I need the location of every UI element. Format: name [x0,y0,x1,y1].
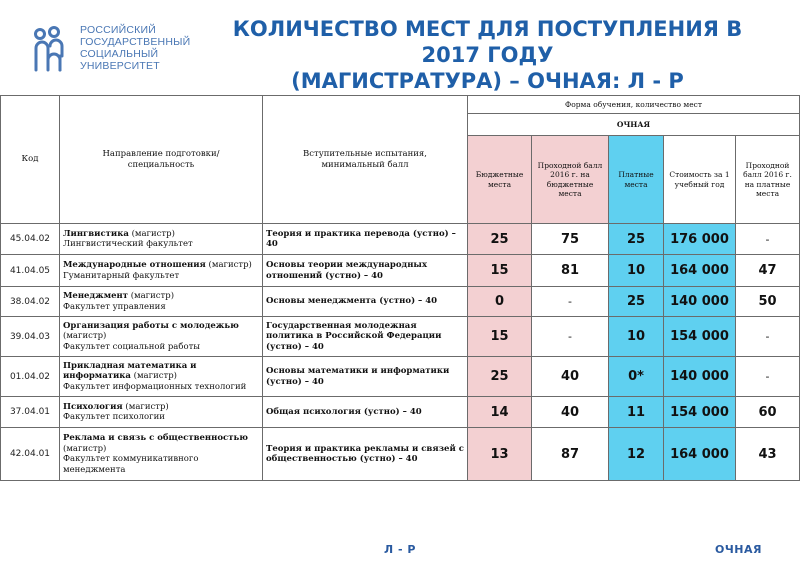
row-exam: Общая психология (устно) – 40 [263,397,468,428]
logo-text [80,24,190,72]
row-faculty: Факультет управления [63,301,166,312]
row-exam: Основы математики и информатики (устно) – 40 [263,357,468,397]
row-cost: 154 000 [664,397,736,428]
row-faculty: Лингвистический факультет [63,239,193,249]
row-direction-name: Психология [63,401,123,412]
table-row [1,397,800,428]
logo-line: РОССИЙСКИЙ [80,24,156,36]
row-level: (магистр) [63,331,107,342]
header-exams: Вступительные испытания, минимальный балл [263,96,468,224]
row-direction [60,224,263,255]
row-direction-name: Организация работы с молодежью [63,320,239,331]
row-budget: 25 [468,224,532,255]
table-row [1,317,800,357]
row-cost: 154 000 [664,317,736,357]
row-budget: 15 [468,317,532,357]
row-faculty: Гуманитарный факультет [63,270,180,281]
footer-range: Л - Р [384,543,416,556]
row-direction [60,255,263,287]
title-line-3: (МАГИСТРАТУРА) – ОЧНАЯ: Л - Р [291,69,684,93]
row-direction-name: Международные отношения [63,260,206,270]
row-budget: 13 [468,428,532,481]
header-direction: Направление подготовки/ специальность [60,96,263,224]
header-budget: Бюджетные места [468,136,532,224]
row-pass-paid: - [736,224,800,255]
row-pass-paid: 43 [736,428,800,481]
table-row [1,287,800,317]
row-direction-name: Реклама и связь с общественностью [63,433,248,443]
row-pass-budget: 40 [532,397,609,428]
row-code: 37.04.01 [1,397,60,428]
row-code: 41.04.05 [1,255,60,287]
row-budget: 14 [468,397,532,428]
row-paid: 25 [609,287,664,317]
row-paid: 10 [609,317,664,357]
row-direction [60,317,263,357]
header-paid: Платные места [609,136,664,224]
row-pass-paid: 47 [736,255,800,287]
header-pass-paid: Проходной балл 2016 г. на платные места [736,136,800,224]
row-cost: 164 000 [664,428,736,481]
row-pass-budget: 81 [532,255,609,287]
row-direction [60,287,263,317]
row-paid: 10 [609,255,664,287]
row-cost: 176 000 [664,224,736,255]
row-cost: 140 000 [664,287,736,317]
row-exam: Основы менеджмента (устно) – 40 [263,287,468,317]
row-code: 45.04.02 [1,224,60,255]
row-direction-name: Прикладная математика и информатика [63,360,197,382]
row-faculty: Факультет информационных технологий [63,381,247,392]
row-exam: Теория и практика рекламы и связей с общественностью (устно) – 40 [263,428,468,481]
row-exam: Теория и практика перевода (устно) – 40 [263,224,468,255]
row-pass-budget: 87 [532,428,609,481]
row-faculty: Факультет психологии [63,412,165,422]
row-pass-paid: - [736,357,800,397]
footer-form: ОЧНАЯ [715,543,762,556]
row-exam: Основы теории международных отношений (устно) – 40 [263,255,468,287]
people-logo-icon [30,26,74,72]
table-row [1,255,800,287]
row-exam: Государственная молодежная политика в Российской Федерации (устно) – 40 [263,317,468,357]
table-row [1,357,800,397]
row-code: 38.04.02 [1,287,60,317]
row-level: (магистр) [125,401,169,412]
row-cost: 164 000 [664,255,736,287]
row-pass-budget: 75 [532,224,609,255]
page-title [205,16,770,94]
row-paid: 12 [609,428,664,481]
row-faculty: Факультет коммуникативного менеджмента [63,454,199,475]
title-line-1: КОЛИЧЕСТВО МЕСТ ДЛЯ ПОСТУПЛЕНИЯ В [232,17,743,41]
row-paid: 25 [609,224,664,255]
row-paid: 0* [609,357,664,397]
row-pass-budget: 40 [532,357,609,397]
university-logo [30,22,200,78]
table-row [1,224,800,255]
logo-line: УНИВЕРСИТЕТ [80,60,160,72]
row-direction [60,357,263,397]
header-code: Код [1,96,60,224]
row-code: 42.04.01 [1,428,60,481]
row-pass-budget: - [532,317,609,357]
row-code: 39.04.03 [1,317,60,357]
header-cost: Стоимость за 1 учебный год [664,136,736,224]
row-level: (магистр) [63,443,107,454]
row-pass-paid: 50 [736,287,800,317]
row-code: 01.04.02 [1,357,60,397]
row-pass-paid: - [736,317,800,357]
row-budget: 25 [468,357,532,397]
row-pass-budget: - [532,287,609,317]
row-level: (магистр) [133,371,177,382]
row-paid: 11 [609,397,664,428]
admission-table [0,95,800,481]
logo-line: ГОСУДАРСТВЕННЫЙ [80,36,191,48]
row-direction-name: Лингвистика [63,228,129,239]
row-level: (магистр) [130,291,175,301]
header-pass-budget: Проходной балл 2016 г. на бюджетные места [532,136,609,224]
row-direction [60,397,263,428]
logo-line: СОЦИАЛЬНЫЙ [80,48,159,60]
row-faculty: Факультет социальной работы [63,341,201,352]
row-direction [60,428,263,481]
row-pass-paid: 60 [736,397,800,428]
header-form: Форма обучения, количество мест [468,96,800,114]
title-line-2: 2017 ГОДУ [421,43,554,67]
row-budget: 15 [468,255,532,287]
header-ochnaya: ОЧНАЯ [468,114,800,136]
row-level: (магистр) [131,228,175,239]
row-direction-name: Менеджмент [63,291,128,301]
row-level: (магистр) [208,260,252,270]
row-cost: 140 000 [664,357,736,397]
table-row [1,428,800,481]
row-budget: 0 [468,287,532,317]
